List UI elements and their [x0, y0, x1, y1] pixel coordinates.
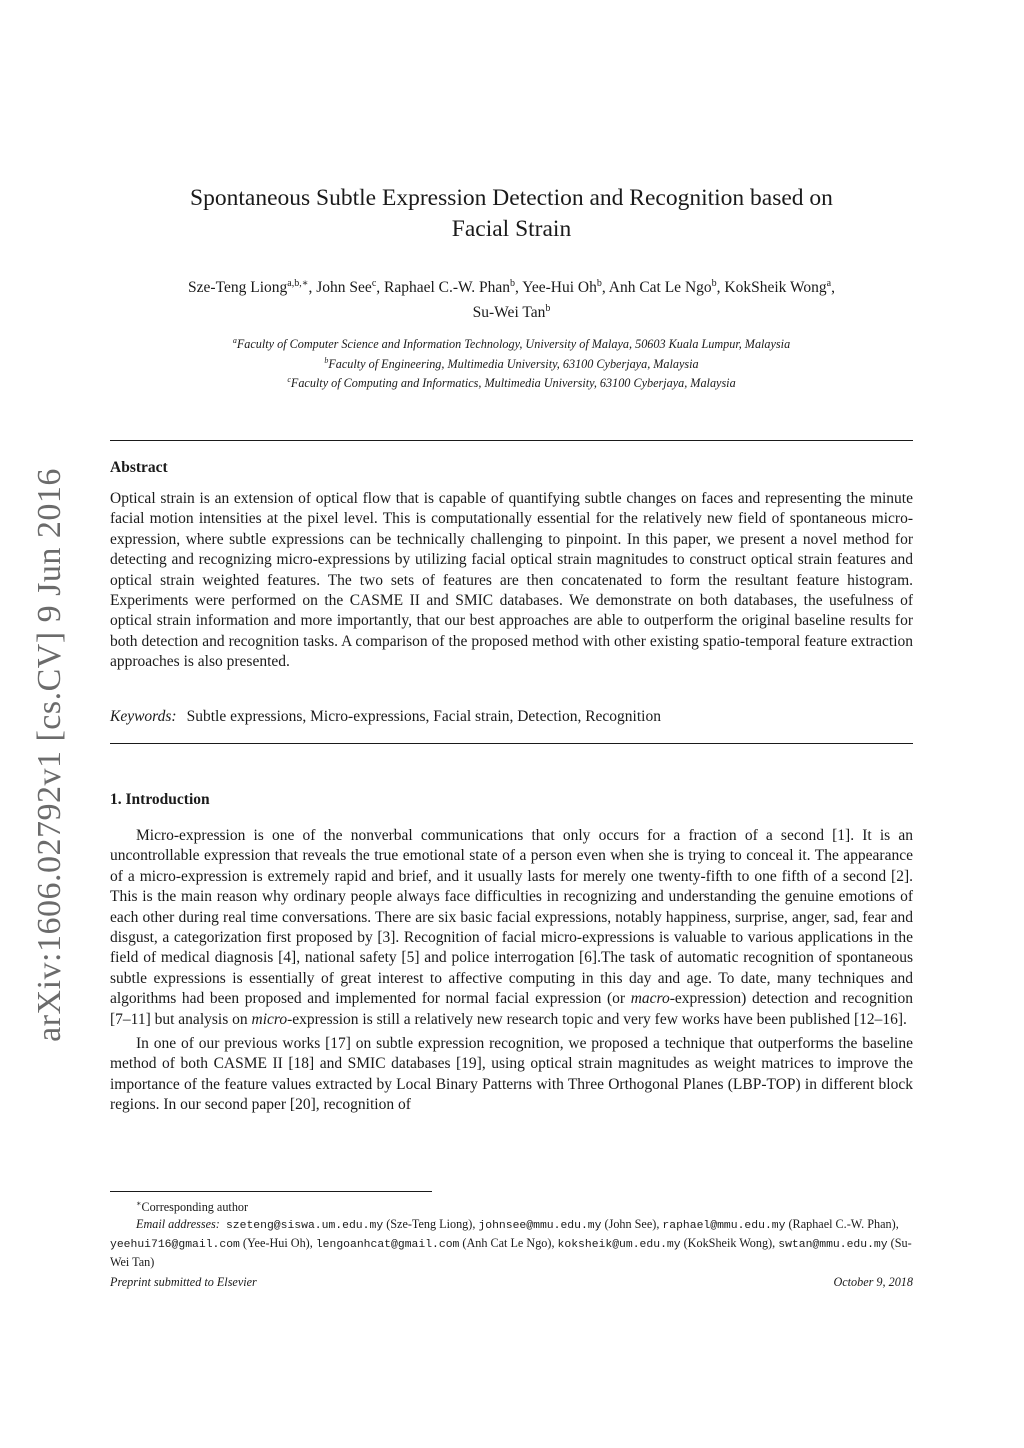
email-link[interactable]: johnsee@mmu.edu.my: [478, 1220, 602, 1233]
affiliation-list: [110, 333, 913, 392]
introduction-body: [110, 826, 913, 1116]
intro-text: -expression) detection and recognition [7–11] but analysis on: [110, 990, 913, 1028]
footer-preprint-note: Preprint submitted to Elsevier: [110, 1275, 257, 1289]
author-affil-mark: b: [545, 303, 551, 315]
title-line-1: Spontaneous Subtle Expression Detection and Recognition based on: [190, 185, 833, 211]
section-heading: 1. Introduction: [110, 791, 210, 808]
author-name: Anh Cat Le Ngo: [608, 279, 712, 297]
affiliation-text: Faculty of Engineering, Multimedia University, 63100 Cyberjaya, Malaysia: [328, 356, 699, 371]
author-name: KokSheik Wong: [724, 279, 827, 297]
intro-paragraph-1: [110, 826, 913, 1030]
email-owner: (KokSheik Wong): [683, 1236, 773, 1251]
author-name: Yee-Hui Oh: [522, 279, 597, 297]
affiliation-mark: c: [287, 375, 291, 385]
abstract-top-rule: [110, 440, 913, 441]
email-owner: (Yee-Hui Oh): [242, 1236, 310, 1251]
affiliation-text: Faculty of Computing and Informatics, Multimedia University, 63100 Cyberjaya, Malaysia: [290, 376, 736, 391]
intro-paragraph-2: In one of our previous works [17] on subtle expression recognition, we proposed a technique that outperforms the baseline method of both CASME II [18] and SMIC databases [19], using optical strain magnitudes as weight matrices to improve the importance of the feature values extracted by Local Binary Patterns with Three Orthogonal Planes (LBP-TOP) in different block regions. In our second paper [20], recognition of: [110, 1035, 913, 1114]
affiliation-item: [110, 372, 913, 392]
email-link[interactable]: szeteng@siswa.um.edu.my: [225, 1220, 384, 1233]
affiliation-mark: a: [232, 336, 237, 345]
author-affil-mark: b: [596, 278, 602, 289]
keywords-line: [110, 707, 913, 727]
author-name: John See: [316, 279, 372, 297]
intro-text: Micro-expression is one of the nonverbal communications that only occurs for a fraction of a second [1]. It is an uncontrollable expression that reveals the true emotional state of a person even when she is trying to conceal it. The appearance of a micro-expression is extremely rapid and brief, and it usually lasts for merely one twenty-fifth to one fifth of a second [2]. This is the main reason why ordinary people always face difficulties in recognizing and understanding the genuine emotions of each other during real time conversations. There are six basic facial expressions, notably happiness, surprise, anger, sad, fear and disgust, a categorization first proposed by [3]. Recognition of facial micro-expressions is valuable to various applications in the field of medical diagnosis [4], national safety [5] and police interrogation [6].The task of automatic recognition of spontaneous subtle expressions is essentially of great interest to affective computing in this day and age. To date, many techniques and algorithms had been proposed and implemented for normal facial expression (or: [110, 827, 913, 1008]
email-owner: (Sze-Teng Liong): [386, 1217, 473, 1232]
footnote-rule: [110, 1191, 432, 1192]
corresponding-author-note: [110, 1195, 913, 1216]
corresponding-author-text: Corresponding author: [141, 1200, 249, 1215]
abstract-heading: Abstract: [110, 459, 168, 476]
email-owner: (Su-Wei Tan): [110, 1236, 912, 1270]
author-list: Sze-Teng Liong$^{a,b,∗}$, John See$^c$, Raphael C.-W. Phan$^b$, Yee-Hui Oh$^b$, Anh Cat Le Ngo$^b$, KokSheik Wong$^a$, Su-Wei Tan$^b$: [188, 278, 835, 322]
email-link[interactable]: raphael@mmu.edu.my: [662, 1220, 786, 1233]
author-name: Sze-Teng Liong: [188, 279, 288, 297]
abstract-body: Optical strain is an extension of optical flow that is capable of quantifying subtle changes on faces and representing the minute facial motion intensities at the pixel level. This is computationally essential for the relatively new field of spontaneous micro-expression, where subtle expressions can be technically challenging to pinpoint. In this paper, we present a novel method for detecting and recognizing micro-expressions by utilizing facial optical strain magnitudes to construct optical strain features and optical strain weighted features. The two sets of features are then concatenated to form the resultant feature histogram. Experiments were performed on the CASME II and SMIC databases. We demonstrate on both databases, the usefulness of optical strain information and more importantly, that our best approaches are able to outperform the original baseline results for both detection and recognition tasks. A comparison of the proposed method with other existing spatio-temporal feature extraction approaches is also presented.: [110, 490, 913, 671]
email-addresses: Email addresses: szeteng@siswa.um.edu.my (Sze-Teng Liong), johnsee@mmu.edu.my (John See), raphael@mmu.edu.my (Raphael C.-W. Phan), yeehui716@gmail.com (Yee-Hui Oh), lengoanhcat@gmail.com (Anh Cat Le Ngo), koksheik@um.edu.my (KokSheik Wong), swtan@mmu.edu.my (Su-Wei Tan): [110, 1217, 912, 1270]
email-link[interactable]: yeehui716@gmail.com: [110, 1239, 240, 1252]
intro-emphasis: macro: [630, 990, 670, 1008]
title-line-2: Facial Strain: [451, 216, 572, 242]
affiliation-text: Faculty of Computer Science and Information Technology, University of Malaya, 50603 Kuala Lumpur, Malaysia: [236, 337, 791, 352]
affiliation-item: [110, 333, 913, 353]
affiliation-item: [110, 353, 913, 373]
keywords-text: Subtle expressions, Micro-expressions, Facial strain, Detection, Recognition: [186, 708, 661, 725]
email-owner: (John See): [604, 1217, 657, 1232]
author-affil-mark: a: [826, 278, 832, 289]
intro-text: -expression is still a relatively new research topic and very few works have been published [12–16].: [287, 1010, 907, 1028]
email-owner: (Raphael C.-W. Phan): [788, 1217, 896, 1232]
email-label: Email addresses:: [136, 1217, 220, 1232]
footer-date: October 9, 2018: [833, 1275, 913, 1289]
affiliation-mark: b: [324, 355, 329, 365]
author-name: Su-Wei Tan: [472, 304, 546, 322]
email-link[interactable]: swtan@mmu.edu.my: [778, 1239, 888, 1252]
author-affil-mark: c: [371, 278, 377, 289]
email-owner: (Anh Cat Le Ngo): [462, 1236, 552, 1251]
author-affil-mark: b: [711, 278, 717, 289]
footnote-mark: ∗: [136, 1199, 142, 1208]
author-name: Raphael C.-W. Phan: [384, 279, 511, 297]
intro-emphasis: micro: [251, 1010, 288, 1028]
author-affil-mark: a,b,∗: [287, 278, 309, 289]
abstract-bottom-rule: [110, 743, 913, 744]
author-affil-mark: b: [510, 278, 516, 289]
footnotes: [110, 1195, 913, 1271]
arxiv-sidebar: [28, 460, 72, 1050]
email-link[interactable]: lengoanhcat@gmail.com: [315, 1239, 460, 1252]
keywords-label: Keywords:: [110, 708, 177, 725]
arxiv-identifier: arXiv:1606.02792v1 [cs.CV] 9 Jun 2016: [31, 468, 68, 1042]
email-link[interactable]: koksheik@um.edu.my: [557, 1239, 681, 1252]
paper-title: [110, 183, 913, 245]
